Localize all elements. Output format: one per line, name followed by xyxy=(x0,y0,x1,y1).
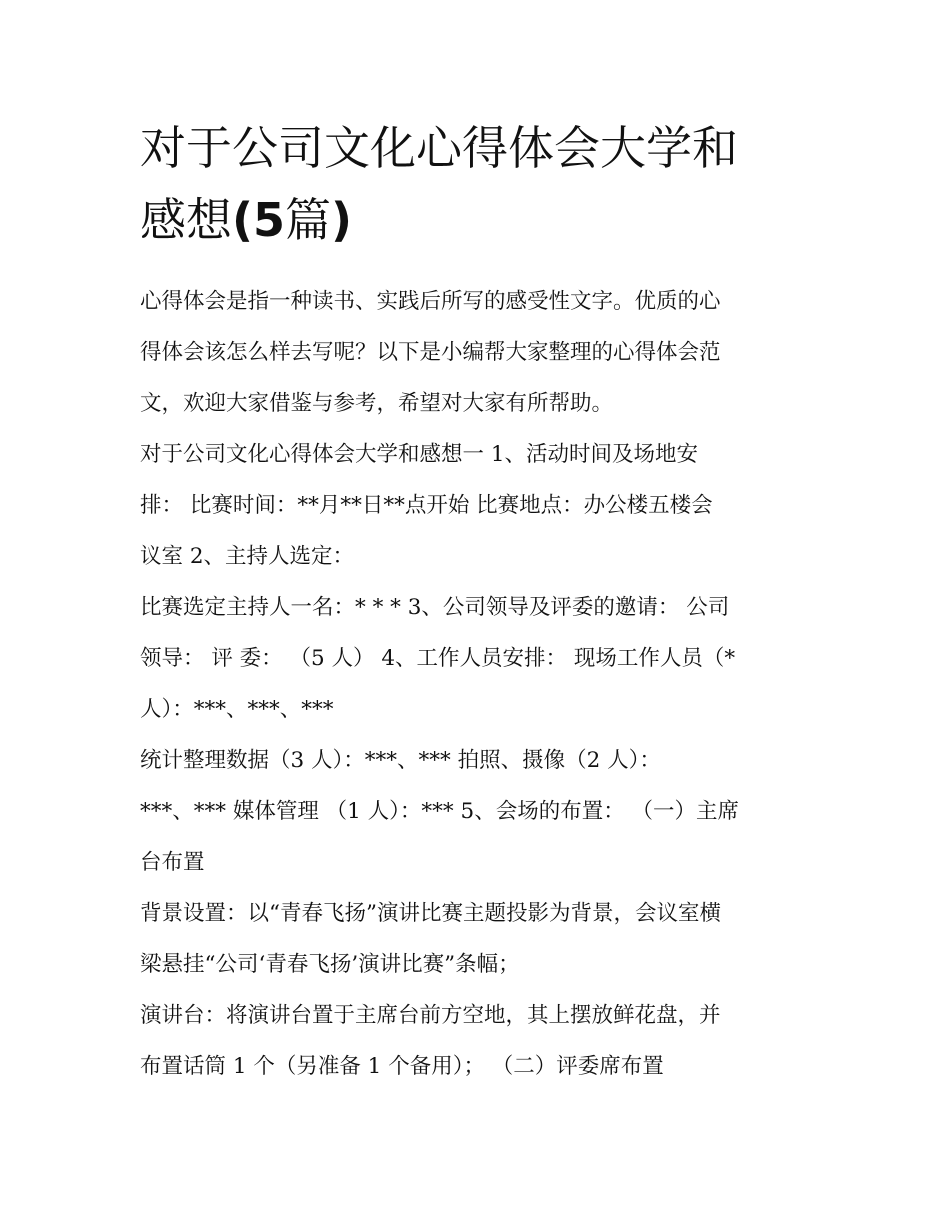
body-line: ***、*** 媒体管理 （1 人）：*** 5、会场的布置： （一）主席 xyxy=(140,799,740,824)
body-line: 统计整理数据（3 人）：***、*** 拍照、摄像（2 人）： xyxy=(140,748,661,773)
document-body xyxy=(140,276,830,1092)
body-line: 议室 2、主持人选定： xyxy=(140,544,355,569)
body-line: 梁悬挂“公司‘青春飞扬’演讲比赛”条幅； xyxy=(140,952,520,977)
body-line: 演讲台：将演讲台置于主席台前方空地，其上摆放鲜花盘，并 xyxy=(140,1003,721,1028)
body-line: 背景设置：以“青春飞扬”演讲比赛主题投影为背景，会议室横 xyxy=(140,901,721,926)
title-text: 感想 xyxy=(140,193,232,247)
document-title xyxy=(140,112,830,256)
body-line: 排： 比赛时间：**月**日**点开始 比赛地点：办公楼五楼会 xyxy=(140,493,713,518)
title-count: (5 xyxy=(232,193,286,247)
body-line: 得体会该怎么样去写呢？以下是小编帮大家整理的心得体会范 xyxy=(140,340,721,365)
body-line: 台布置 xyxy=(140,850,205,875)
body-line: 心得体会是指一种读书、实践后所写的感受性文字。优质的心 xyxy=(140,289,721,314)
title-line-2 xyxy=(140,184,830,256)
body-line: 布置话筒 1 个（另准备 1 个备用）； （二）评委席布置 xyxy=(140,1054,664,1079)
title-unit: 篇 xyxy=(285,193,332,247)
body-line: 人）：***、***、*** xyxy=(140,697,334,722)
title-line-1: 对于公司文化心得体会大学和 xyxy=(140,121,738,175)
body-line: 比赛选定主持人一名：* * * 3、公司领导及评委的邀请： 公司 xyxy=(140,595,730,620)
body-line: 领导： 评 委： （5 人） 4、工作人员安排： 现场工作人员（* xyxy=(140,646,736,671)
body-line: 文，欢迎大家借鉴与参考，希望对大家有所帮助。 xyxy=(140,391,614,416)
body-line: 对于公司文化心得体会大学和感想一 1、活动时间及场地安 xyxy=(140,442,699,467)
title-paren: ) xyxy=(331,193,353,247)
